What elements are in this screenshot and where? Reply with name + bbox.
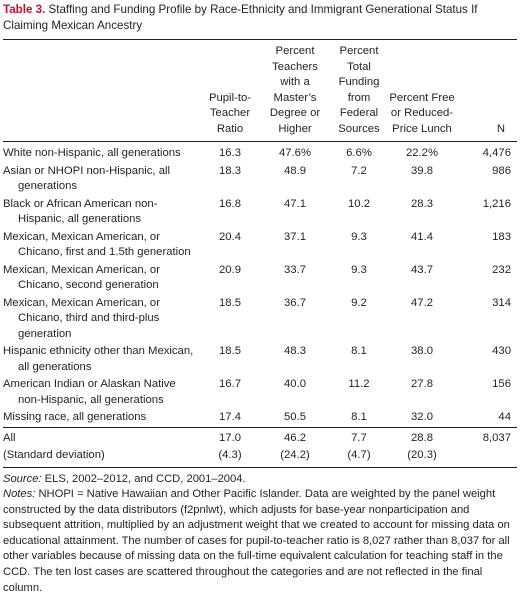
source-text: ELS, 2002–2012, and CCD, 2001–2004. [42, 473, 246, 485]
row-label-cell [3, 376, 199, 409]
cell-pupil-teacher-ratio: 16.3 [199, 142, 261, 163]
row-label-cell [3, 142, 199, 163]
table-row-standard-deviation [3, 447, 517, 467]
cell-pupil-teacher-ratio: 16.7 [199, 376, 261, 409]
table-row [3, 295, 517, 344]
header-row [3, 40, 517, 142]
cell-pupil-teacher-ratio: 17.4 [199, 409, 261, 427]
cell-pct-free-lunch: 32.0 [389, 409, 455, 427]
row-label-cell [3, 229, 199, 262]
table-notes [3, 472, 517, 596]
cell-pct-federal-funding: 9.3 [329, 262, 389, 295]
cell-n: 8,037 [455, 427, 517, 447]
cell-pct-masters: 48.3 [261, 343, 329, 376]
cell-pct-masters: 37.1 [261, 229, 329, 262]
row-label: Mexican, Mexican American, or Chicano, first and 1.5th generation [3, 230, 199, 261]
row-label-cell [3, 447, 199, 467]
cell-n: 986 [455, 163, 517, 196]
cell-pupil-teacher-ratio: 16.8 [199, 196, 261, 229]
cell-n [455, 447, 517, 467]
cell-pct-federal-funding: 7.2 [329, 163, 389, 196]
cell-pct-free-lunch: 22.2% [389, 142, 455, 163]
cell-pct-masters: (24.2) [261, 447, 329, 467]
row-label-cell [3, 163, 199, 196]
row-label: Black or African American non-Hispanic, all generations [3, 197, 199, 228]
row-label: (Standard deviation) [3, 448, 199, 464]
cell-pct-free-lunch: 47.2 [389, 295, 455, 344]
cell-pupil-teacher-ratio: 18.5 [199, 343, 261, 376]
cell-n: 183 [455, 229, 517, 262]
table-row [3, 142, 517, 163]
row-label: Missing race, all generations [3, 410, 199, 426]
table-row-all [3, 427, 517, 447]
cell-pupil-teacher-ratio: 17.0 [199, 427, 261, 447]
row-label-cell [3, 295, 199, 344]
table-row [3, 343, 517, 376]
cell-pct-free-lunch: 28.3 [389, 196, 455, 229]
cell-pct-federal-funding: 9.2 [329, 295, 389, 344]
cell-pct-masters: 40.0 [261, 376, 329, 409]
cell-pct-free-lunch: 27.8 [389, 376, 455, 409]
table-row [3, 196, 517, 229]
table-title-text: Staffing and Funding Profile by Race-Ethnicity and Immigrant Generational Status If Claiming Mexican Ancestry [3, 3, 478, 32]
source-note [3, 472, 517, 488]
row-label: Mexican, Mexican American, or Chicano, second generation [3, 263, 199, 294]
row-label: Mexican, Mexican American, or Chicano, third and third-plus generation [3, 296, 199, 343]
cell-pct-federal-funding: 11.2 [329, 376, 389, 409]
header-pct-masters: Percent Teachers with a Master’s Degree or Higher [261, 40, 329, 142]
cell-pupil-teacher-ratio: 20.4 [199, 229, 261, 262]
cell-pct-free-lunch: 43.7 [389, 262, 455, 295]
row-label-cell [3, 196, 199, 229]
cell-pct-federal-funding: 8.1 [329, 409, 389, 427]
table-row [3, 409, 517, 427]
cell-pct-free-lunch: 38.0 [389, 343, 455, 376]
cell-pct-free-lunch: 39.8 [389, 163, 455, 196]
cell-pct-masters: 46.2 [261, 427, 329, 447]
table-row [3, 163, 517, 196]
header-pct-free-lunch: Percent Free or Reduced-Price Lunch [389, 40, 455, 142]
table-number: Table 3. [3, 3, 45, 16]
cell-pct-federal-funding: 8.1 [329, 343, 389, 376]
cell-n: 4,476 [455, 142, 517, 163]
header-pct-federal-funding: Percent Total Funding from Federal Sources [329, 40, 389, 142]
source-lead: Source: [3, 473, 42, 485]
header-blank [3, 40, 199, 142]
cell-pct-masters: 47.1 [261, 196, 329, 229]
cell-pct-masters: 50.5 [261, 409, 329, 427]
cell-pct-free-lunch: (20.3) [389, 447, 455, 467]
notes-text: NHOPI = Native Hawaiian and Other Pacific Islander. Data are weighted by the panel weight constructed by the data distributors (f2pnlwt), which adjusts for base-year nonparticipation and subsequent attrition, multiplied by an adjustment weight that we created to account for missing data on educational attainment. The number of cases for pupil-to-teacher ratio is 8,027 rather than 8,037 for all other variables because of missing data on the full-time equivalent calculation for teaching staff in the CCD. The ten lost cases are scattered throughout the categories and are not reflected in the final column. [3, 488, 510, 594]
cell-pct-federal-funding: (4.7) [329, 447, 389, 467]
table-title [3, 2, 517, 34]
cell-n: 1,216 [455, 196, 517, 229]
row-label: Asian or NHOPI non-Hispanic, all generations [3, 164, 199, 195]
cell-pupil-teacher-ratio: 20.9 [199, 262, 261, 295]
cell-n: 44 [455, 409, 517, 427]
row-label: All [3, 431, 199, 447]
cell-pct-free-lunch: 41.4 [389, 229, 455, 262]
row-label-cell [3, 409, 199, 427]
row-label-cell [3, 427, 199, 447]
cell-n: 232 [455, 262, 517, 295]
notes-lead: Notes: [3, 488, 35, 500]
cell-n: 156 [455, 376, 517, 409]
cell-pct-masters: 47.6% [261, 142, 329, 163]
row-label: White non-Hispanic, all generations [3, 146, 199, 162]
cell-pct-federal-funding: 6.6% [329, 142, 389, 163]
header-n: N [455, 40, 517, 142]
table-body [3, 142, 517, 468]
cell-n: 430 [455, 343, 517, 376]
cell-pct-free-lunch: 28.8 [389, 427, 455, 447]
data-table [3, 40, 517, 468]
row-label-cell [3, 343, 199, 376]
row-label-cell [3, 262, 199, 295]
cell-pct-masters: 33.7 [261, 262, 329, 295]
notes-paragraph [3, 487, 517, 596]
cell-pct-federal-funding: 9.3 [329, 229, 389, 262]
row-label: Hispanic ethnicity other than Mexican, all generations [3, 344, 199, 375]
cell-pupil-teacher-ratio: 18.5 [199, 295, 261, 344]
row-label: American Indian or Alaskan Native non-Hispanic, all generations [3, 377, 199, 408]
cell-pct-masters: 36.7 [261, 295, 329, 344]
cell-pct-masters: 48.9 [261, 163, 329, 196]
cell-pupil-teacher-ratio: (4.3) [199, 447, 261, 467]
cell-pupil-teacher-ratio: 18.3 [199, 163, 261, 196]
cell-pct-federal-funding: 7.7 [329, 427, 389, 447]
table-row [3, 262, 517, 295]
cell-n: 314 [455, 295, 517, 344]
header-pupil-teacher-ratio: Pupil-to-Teacher Ratio [199, 40, 261, 142]
table-row [3, 376, 517, 409]
cell-pct-federal-funding: 10.2 [329, 196, 389, 229]
table-row [3, 229, 517, 262]
